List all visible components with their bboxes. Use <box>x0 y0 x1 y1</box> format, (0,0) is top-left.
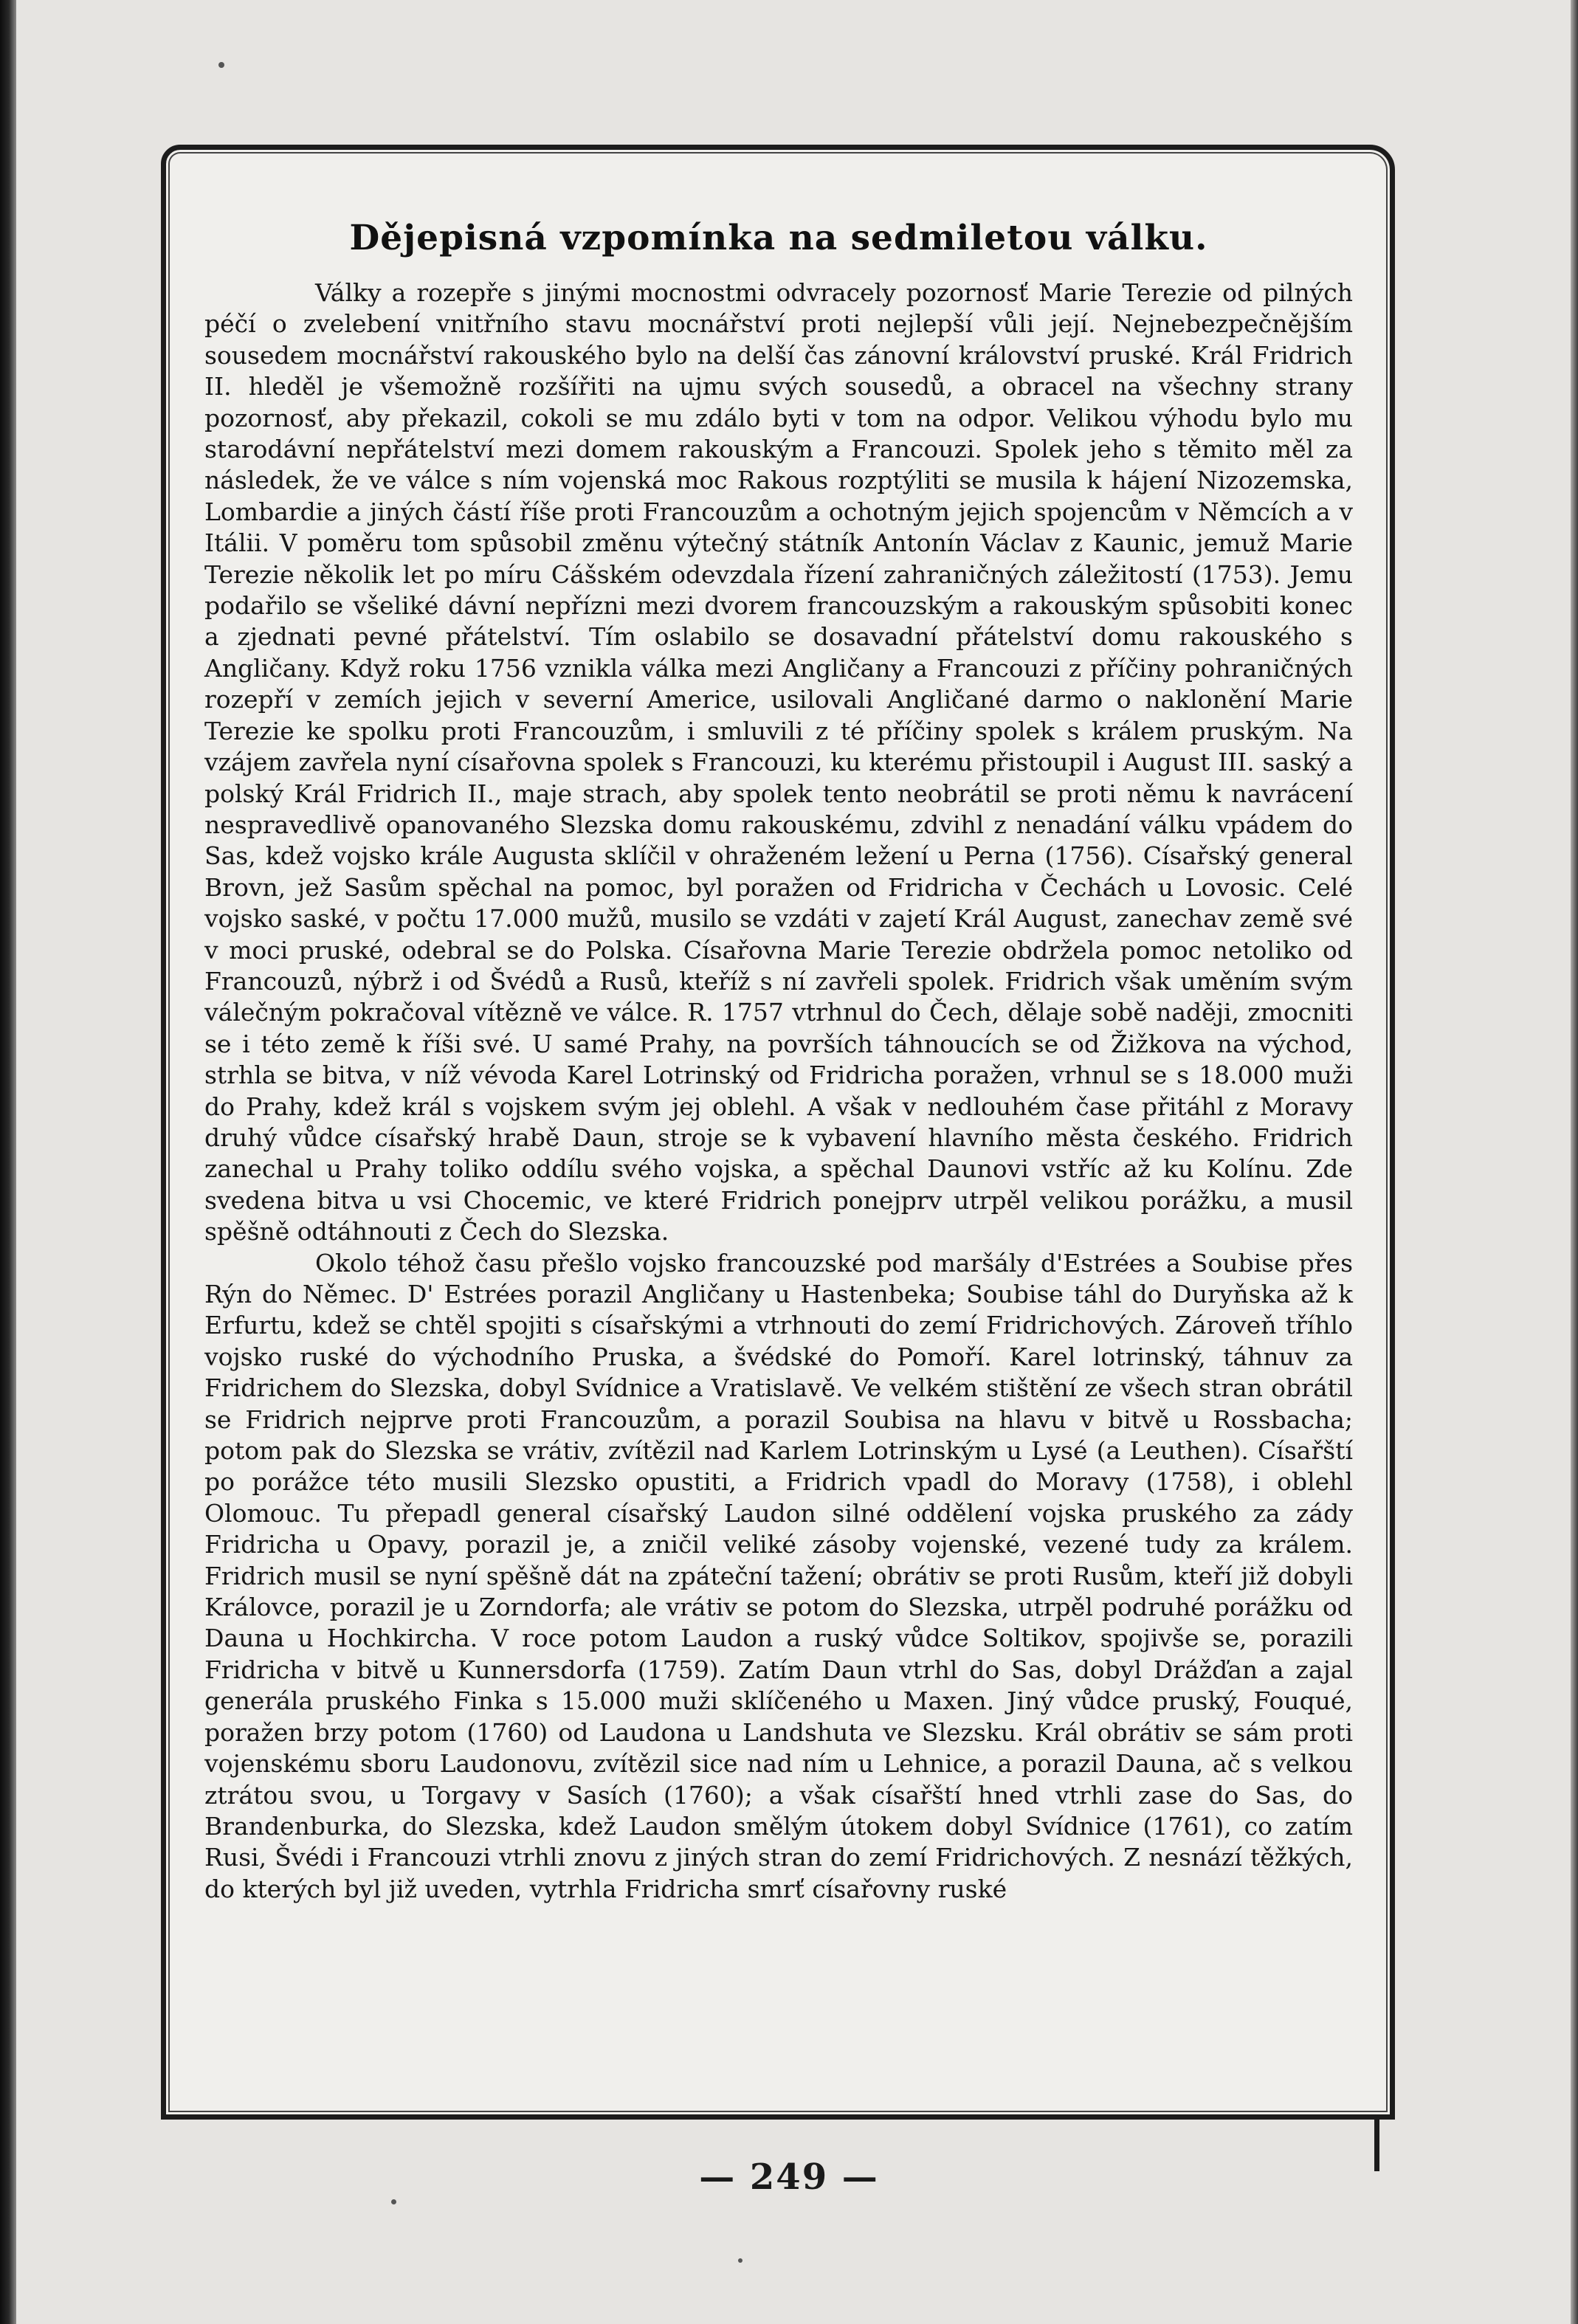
scan-edge-left <box>0 0 16 2324</box>
page-number: — 249 — <box>699 2156 879 2198</box>
article-body <box>204 218 1353 1905</box>
article-title: Dějepisná vzpomínka na sedmiletou válku. <box>349 218 1208 258</box>
paragraph-1: Války a rozepře s jinými mocnostmi odvracely pozornosť Marie Terezie od pilných péčí o zvelebení vnitřního stavu mocnářství proti nejlepší vůli její. Nejnebezpečnějším sousedem mocnářství rakouského bylo na delší čas zánovní království pruské. Král Fridrich II. hleděl je všemožně rozšířiti na ujmu svých sousedů, a obracel na všechny strany pozornosť, aby překazil, cokoli se mu zdálo byti v tom na odpor. Velikou výhodu bylo mu starodávní nepřátelství mezi domem rakouským a Francouzi. Spolek jeho s těmito měl za následek, že ve válce s ním vojenská moc Rakous rozptýliti se musila k hájení Nizozemska, Lombardie a jiných částí říše proti Francouzům a ochotným jejich spojencům v Němcích a v Itálii. V poměru tom spůsobil změnu výtečný státník Antonín Václav z Kaunic, jemuž Marie Terezie několik let po míru Cášském odevzdala řízení zahraničných záležitostí (1753). Jemu podařilo se všeliké dávní nepřízni mezi dvorem francouzským a rakouským spůsobiti konec a zjednati pevné přátelství. Tím oslabilo se dosavadní přátelství domu rakouského s Angličany. Když roku 1756 vznikla válka mezi Angličany a Francouzi z příčiny pohraničných rozepří v zemích jejich v severní Americe, usilovali Angličané darmo o naklonění Marie Terezie ke spolku proti Francouzům, i smluvili z té příčiny spolek s králem pruským. Na vzájem zavřela nyní císařovna spolek s Francouzi, ku kterému přistoupil i August III. saský a polský Král Fridrich II., maje strach, aby spolek tento neobrátil se proti němu k navrácení nespravedlivě opanovaného Slezska domu rakouskému, zdvihl z nenadání válku vpádem do Sas, kdež vojsko krále Augusta sklíčil v ohraženém ležení u Perna (1756). Císařský general Brovn, jež Sasům spěchal na pomoc, byl poražen od Fridricha v Čechách u Lovosic. Celé vojsko saské, v počtu 17.000 mužů, musilo se vzdáti v zajetí Král August, zanechav země své v moci pruské, odebral se do Polska. Císařovna Marie Terezie obdržela pomoc netoliko od Francouzů, nýbrž i od Švédů a Rusů, kteříž s ní zavřeli spolek. Fridrich však uměním svým válečným pokračoval vítězně ve válce. R. 1757 vtrhnul do Čech, dělaje sobě naději, zmocniti se i této země k říši své. U samé Prahy, na površích táhnoucích se od Žižkova na východ, strhla se bitva, v níž vévoda Karel Lotrinský od Fridricha poražen, vrhnul se s 18.000 muži do Prahy, kdež král s vojskem svým jej oblehl. A však v nedlouhém čase přitáhl z Moravy druhý vůdce císařský hrabě Daun, stroje se k vybavení hlavního města českého. Fridrich zanechal u Prahy toliko oddílu svého vojska, a spěchal Daunovi vstříc až ku Kolínu. Zde svedena bitva u vsi Chocemic, ve které Fridrich ponejprv utrpěl velikou porážku, a musil spěšně odtáhnouti z Čech do Slezska. <box>204 278 1353 1247</box>
paper-speck <box>738 2258 743 2263</box>
paper-speck <box>391 2199 396 2204</box>
paragraph-2: Okolo téhož času přešlo vojsko francouzské pod maršály d'Estrées a Soubise přes Rýn do Němec. D' Estrées porazil Angličany u Hastenbeka; Soubise táhl do Duryňska až k Erfurtu, kdež se chtěl spojiti s císařskými a vtrhnouti do zemí Fridrichových. Zároveň tříhlo vojsko ruské do východního Pruska, a švédské do Pomoří. Karel lotrinský, táhnuv za Fridrichem do Slezska, dobyl Svídnice a Vratislavě. Ve velkém stištění ze všech stran obrátil se Fridrich nejprve proti Francouzům, a porazil Soubisa na hlavu v bitvě u Rossbacha; potom pak do Slezska se vrátiv, zvítězil nad Karlem Lotrinským u Lysé (a Leuthen). Císařští po porážce této musili Slezsko opustiti, a Fridrich vpadl do Moravy (1758), i oblehl Olomouc. Tu přepadl general císařský Laudon silné oddělení vojska pruského za zády Fridricha u Opavy, porazil je, a zničil veliké zásoby vojenské, vezené tudy za králem. Fridrich musil se nyní spěšně dát na zpáteční tažení; obrátiv se proti Rusům, kteří již dobyli Královce, porazil je u Zorndorfa; ale vrátiv se potom do Slezska, utrpěl podruhé porážku od Dauna u Hochkircha. V roce potom Laudon a ruský vůdce Soltikov, spojivše se, porazili Fridricha v bitvě u Kunnersdorfa (1759). Zatím Daun vtrhl do Sas, dobyl Drážďan a zajal generála pruského Finka s 15.000 muži sklíčeného u Maxen. Jiný vůdce pruský, Fouqué, poražen brzy potom (1760) od Laudona u Landshuta ve Slezsku. Král obrátiv se sám proti vojenskému sboru Laudonovu, zvítězil sice nad ním u Lehnice, a porazil Dauna, ač s velkou ztrátou svou, u Torgavy v Sasích (1760); a však císařští hned vtrhli zase do Sas, do Brandenburka, do Slezska, kdež Laudon smělým útokem dobyl Svídnice (1761), co zatím Rusi, Švédi i Francouzi vtrhli znovu z jiných stran do zemí Fridrichových. Z nesnází těžkých, do kterých byl již uveden, vytrhla Fridricha smrť císařovny ruské <box>204 1248 1353 1903</box>
page-frame <box>161 145 1395 2120</box>
paper-speck <box>218 62 224 68</box>
scan-edge-right <box>1571 0 1578 2324</box>
